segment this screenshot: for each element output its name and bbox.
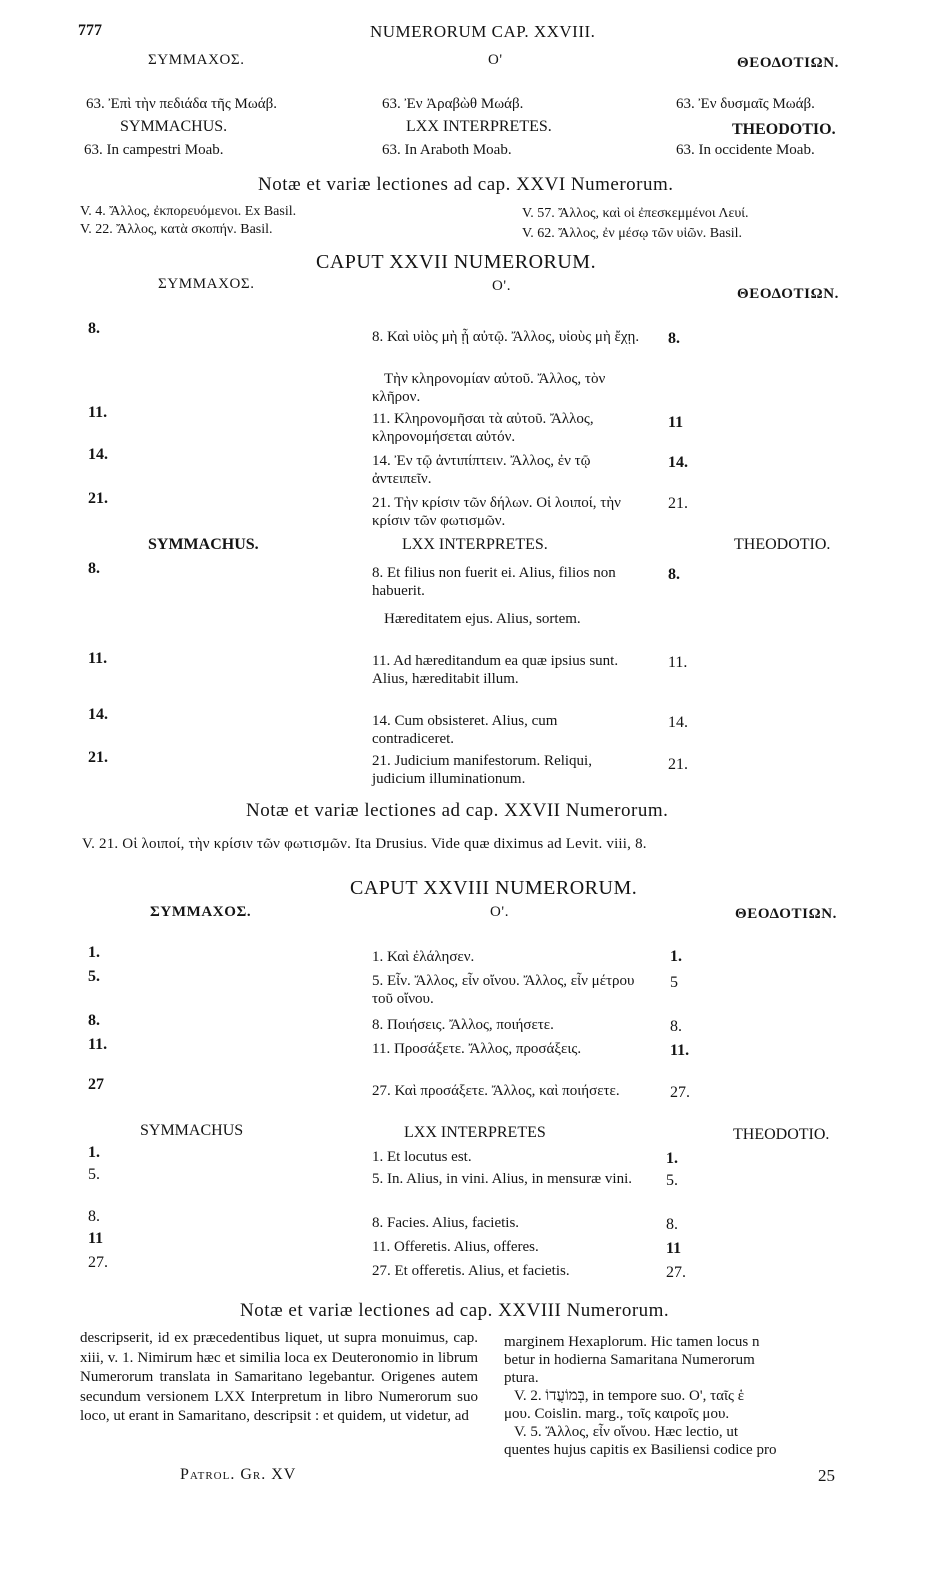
note-26-v57: V. 57. Ἄλλος, καὶ οἱ ἐπεσκεμμένοι Λευί. — [522, 206, 749, 221]
theodotion-heading-greek: ΘΕΟΔΟΤΙΩΝ. — [737, 55, 839, 71]
c28-l-right-num: 11 — [666, 1240, 682, 1257]
c28-g-left-num: 11. — [88, 1036, 108, 1053]
c28-l-right-num: 1. — [666, 1150, 678, 1167]
c27-theodotion-latin: THEODOTIO. — [734, 536, 831, 553]
lxx-heading-latin: LXX INTERPRETES. — [406, 118, 552, 135]
c27-l-left-num: 11. — [88, 650, 108, 667]
c28-lxx-greek: Ο'. — [490, 904, 510, 920]
verse-latin-lxx: 63. In Araboth Moab. — [382, 142, 512, 158]
c27-g-right-num: 21. — [668, 495, 688, 512]
c27-greek-entry: 11. Κληρονομῆσαι τὰ αὐτοῦ. Ἄλλος, κληρονομήσεται αὐτόν. — [372, 411, 594, 445]
c27-lxx-greek: Ο'. — [492, 278, 512, 294]
c27-symmachus-greek: ΣΥΜΜΑΧΟΣ. — [158, 276, 255, 292]
c28-l-left-num: 27. — [88, 1254, 108, 1271]
c28-g-left-num: 1. — [88, 944, 100, 961]
running-title: NUMERORUM CAP. XXVIII. — [370, 22, 596, 41]
c27-l-right-num: 14. — [668, 714, 688, 731]
c28-greek-entry: 27. Καὶ προσάξετε. Ἄλλος, καὶ ποιήσετε. — [372, 1083, 620, 1099]
c28-g-right-num: 11. — [670, 1042, 690, 1059]
c27-latin-entry: 8. Et filius non fuerit ei. Alius, filios non habuerit. — [372, 565, 616, 599]
c27-g-left-num: 21. — [88, 490, 108, 507]
c28-l-right-num: 27. — [666, 1264, 686, 1281]
footer-sheet-number: 25 — [818, 1466, 835, 1485]
notes-26-title: Notæ et variæ lectiones ad cap. XXVI Numerorum. — [258, 174, 674, 195]
caput-28-title: CAPUT XXVIII NUMERORUM. — [350, 877, 638, 899]
c27-greek-entry: 14. Ἐν τῷ ἀντιπίπτειν. Ἄλλος, ἐν τῷ ἀντειπεῖν. — [372, 453, 591, 487]
caput-27-title: CAPUT XXVII NUMERORUM. — [316, 251, 597, 273]
c27-g-left-num: 11. — [88, 404, 108, 421]
c27-latin-entry: 11. Ad hæreditandum ea quæ ipsius sunt. Alius, hæreditabit illum. — [372, 653, 619, 687]
verse-latin-symmachus: 63. In campestri Moab. — [84, 142, 224, 158]
c28-latin-entry: 1. Et locutus est. — [372, 1149, 472, 1165]
c28-symmachus-greek: ΣΥΜΜΑΧΟΣ. — [150, 904, 252, 920]
symmachus-heading-latin: SYMMACHUS. — [120, 118, 228, 135]
c28-l-right-num: 8. — [666, 1216, 678, 1233]
c28-g-left-num: 27 — [88, 1076, 104, 1093]
notes-28-right-line: V. 2. בְּמוֹעֲדוֹ, in tempore suo. Ο', ταῖς ἑ — [514, 1388, 745, 1404]
c27-g-left-num: 14. — [88, 446, 108, 463]
c27-l-left-num: 8. — [88, 560, 100, 577]
c28-l-right-num: 5. — [666, 1172, 678, 1189]
verse-greek-symmachus: 63. Ἐπὶ τὴν πεδιάδα τῆς Μωάβ. — [86, 96, 278, 112]
c27-l-left-num: 21. — [88, 749, 108, 766]
c28-l-left-num: 5. — [88, 1166, 100, 1183]
c27-latin-entry: Hæreditatem ejus. Alius, sortem. — [384, 611, 581, 627]
c28-symmachus-latin: SYMMACHUS — [140, 1122, 244, 1139]
notes-28-right-line: ptura. — [504, 1370, 539, 1386]
notes-28-right-line: quentes hujus capitis ex Basiliensi codice pro — [504, 1442, 777, 1458]
c28-latin-entry: 8. Facies. Alius, facietis. — [372, 1215, 520, 1231]
c28-theodotion-latin: THEODOTIO. — [733, 1126, 830, 1143]
c28-greek-entry: 1. Καὶ ἐλάλησεν. — [372, 949, 475, 965]
c27-greek-entry: 8. Καὶ υἱὸς μὴ ᾖ αὐτῷ. Ἄλλος, υἱοὺς μὴ ἔχῃ. — [372, 329, 640, 345]
theodotion-heading-latin: THEODOTIO. — [732, 121, 836, 138]
notes-27-title: Notæ et variæ lectiones ad cap. XXVII Numerorum. — [246, 800, 669, 821]
verse-latin-theodotion: 63. In occidente Moab. — [676, 142, 815, 158]
c27-g-right-num: 8. — [668, 330, 680, 347]
footer-signature: Patrol. Gr. XV — [180, 1466, 297, 1483]
c28-g-right-num: 5 — [670, 974, 678, 991]
notes-28-right-line: μου. Coislin. marg., τοῖς καιροῖς μου. — [504, 1406, 730, 1422]
c27-symmachus-latin: SYMMACHUS. — [148, 536, 259, 553]
c28-g-left-num: 8. — [88, 1012, 100, 1029]
verse-greek-theodotion: 63. Ἐν δυσμαῖς Μωάβ. — [676, 96, 815, 112]
notes-28-right-line: betur in hodierna Samaritana Numerorum — [504, 1352, 755, 1368]
note-27-v21: V. 21. Οἱ λοιποί, τὴν κρίσιν τῶν φωτισμῶν. Ita Drusius. Vide quæ diximus ad Levit. viii, 8. — [82, 836, 647, 852]
c27-l-right-num: 21. — [668, 756, 688, 773]
notes-28-right-line: V. 5. Ἄλλος, εἶν οἴνου. Hæc lectio, ut — [514, 1424, 739, 1440]
symmachus-heading-greek: ΣΥΜΜΑΧΟΣ. — [148, 52, 245, 68]
c28-latin-entry: 11. Offeretis. Alius, offeres. — [372, 1239, 539, 1255]
c28-latin-entry: 27. Et offeretis. Alius, et facietis. — [372, 1263, 570, 1279]
c28-g-left-num: 5. — [88, 968, 100, 985]
note-26-v4: V. 4. Ἄλλος, ἐκπορευόμενοι. Ex Basil. — [80, 204, 297, 219]
c28-theodotion-greek: ΘΕΟΔΟΤΙΩΝ. — [735, 906, 837, 922]
c27-greek-entry: 21. Τὴν κρίσιν τῶν δήλων. Οἱ λοιποί, τὴν κρίσιν τῶν φωτισμῶν. — [372, 495, 621, 529]
note-26-v62: V. 62. Ἄλλος, ἐν μέσῳ τῶν υἱῶν. Basil. — [522, 226, 743, 241]
notes-28-left-column: descripserit, id ex præcedentibus liquet, ut supra monuimus, cap. xiii, v. 1. Nimirum hæc et similia loca ex Deuteronomio in librum Numerorum translata in Samaritano legebantur. Origenes autem secundum versionem LXX Interpretum in libro Numerorum suo loco, ut erant in Samaritano, descripsit : et quidem, ut videtur, ad — [80, 1330, 478, 1424]
c27-l-left-num: 14. — [88, 706, 108, 723]
c27-l-right-num: 11. — [668, 654, 688, 671]
c28-greek-entry: 8. Ποιήσεις. Ἄλλος, ποιήσετε. — [372, 1017, 554, 1033]
c27-greek-entry: Τὴν κληρονομίαν αὐτοῦ. Ἄλλος, τὸν κλῆρον. — [372, 371, 606, 405]
c28-g-right-num: 1. — [670, 948, 682, 965]
verse-greek-lxx: 63. Ἐν Ἀραβὼθ Μωάβ. — [382, 96, 524, 112]
page-number: 777 — [78, 22, 102, 39]
c28-g-right-num: 8. — [670, 1018, 682, 1035]
c28-l-left-num: 11 — [88, 1230, 104, 1247]
c27-theodotion-greek: ΘΕΟΔΟΤΙΩΝ. — [737, 286, 839, 302]
c28-lxx-latin: LXX INTERPRETES — [404, 1124, 546, 1141]
c28-g-right-num: 27. — [670, 1084, 690, 1101]
c27-g-left-num: 8. — [88, 320, 100, 337]
lxx-heading-greek: Ο' — [488, 52, 503, 68]
c27-l-right-num: 8. — [668, 566, 680, 583]
c28-l-left-num: 8. — [88, 1208, 100, 1225]
c27-lxx-latin: LXX INTERPRETES. — [402, 536, 548, 553]
c28-greek-entry: 11. Προσάξετε. Ἄλλος, προσάξεις. — [372, 1041, 582, 1057]
c28-l-left-num: 1. — [88, 1144, 100, 1161]
c27-latin-entry: 21. Judicium manifestorum. Reliqui, judicium illuminationum. — [372, 753, 592, 787]
notes-28-title: Notæ et variæ lectiones ad cap. XXVIII Numerorum. — [240, 1300, 670, 1321]
c27-latin-entry: 14. Cum obsisteret. Alius, cum contradiceret. — [372, 713, 558, 747]
note-26-v22: V. 22. Ἄλλος, κατὰ σκοπήν. Basil. — [80, 222, 273, 237]
c27-g-right-num: 14. — [668, 454, 688, 471]
c28-latin-entry: 5. In. Alius, in vini. Alius, in mensuræ vini. — [372, 1171, 633, 1187]
c27-g-right-num: 11 — [668, 414, 684, 431]
c28-greek-entry: 5. Εἶν. Ἄλλος, εἶν οἴνου. Ἄλλος, εἶν μέτρου τοῦ οἴνου. — [372, 973, 635, 1007]
notes-28-right-line: marginem Hexaplorum. Hic tamen locus n — [504, 1334, 760, 1350]
